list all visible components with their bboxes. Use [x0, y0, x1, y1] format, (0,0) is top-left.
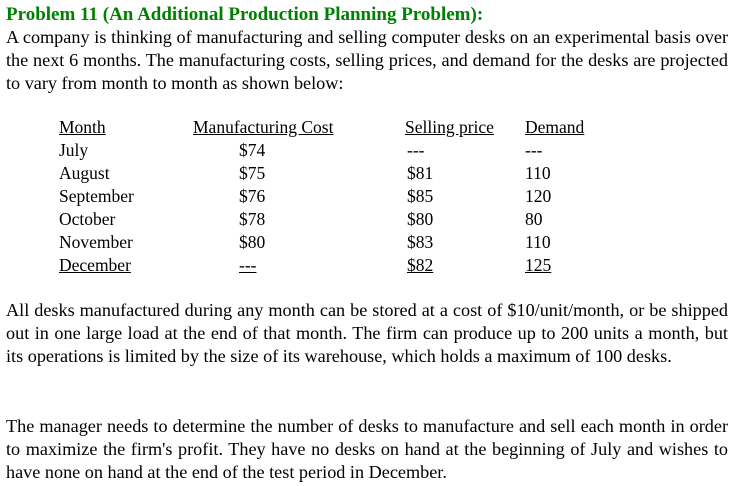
table-header-row	[59, 116, 615, 139]
table-row	[59, 185, 615, 208]
document-page	[6, 3, 728, 95]
table-row	[59, 231, 615, 254]
cell-price: $82	[407, 255, 434, 275]
storage-paragraph: All desks manufactured during any month can be stored at a cost of $10/unit/month, or be shipped out in one large load at the end of that month. The firm can produce up to 200 units a month, but its operations is limited by the size of its warehouse, which holds a maximum of 100 desks.	[6, 300, 728, 366]
cell-month: December	[59, 255, 131, 275]
cell-month: August	[59, 163, 110, 183]
cell-price: $80	[407, 209, 434, 229]
cell-price: $83	[407, 232, 434, 252]
cell-demand: 80	[525, 209, 543, 229]
cell-demand: 120	[525, 186, 552, 206]
cell-cost: $75	[239, 163, 266, 183]
cell-demand: 125	[525, 255, 552, 275]
table-row	[59, 139, 615, 162]
cell-price: ---	[407, 140, 425, 160]
cell-cost: $80	[239, 232, 266, 252]
cell-price: $85	[407, 186, 434, 206]
cell-month: November	[59, 232, 133, 252]
objective-paragraph: The manager needs to determine the number of desks to manufacture and sell each month in order to maximize the firm's profit. They have no desks on hand at the beginning of July and wishes to have none on hand at the end of the test period in December.	[6, 416, 728, 482]
cell-cost: $76	[239, 186, 266, 206]
table-row	[59, 162, 615, 185]
cell-cost: ---	[239, 255, 257, 275]
table-row	[59, 254, 615, 277]
cell-month: October	[59, 209, 116, 229]
cell-cost: $74	[239, 140, 266, 160]
cell-cost: $78	[239, 209, 266, 229]
problem-title: Problem 11 (An Additional Production Planning Problem):	[6, 4, 484, 25]
header-month: Month	[59, 117, 106, 137]
cell-demand: 110	[525, 232, 551, 252]
cell-month: September	[59, 186, 134, 206]
intro-paragraph: A company is thinking of manufacturing and selling computer desks on an experimental basis over the next 6 months. The manufacturing costs, selling prices, and demand for the desks are projected to vary from month to month as shown below:	[6, 27, 728, 93]
header-manufacturing-cost: Manufacturing Cost	[193, 117, 334, 137]
table-row	[59, 208, 615, 231]
cell-demand: 110	[525, 163, 551, 183]
month-data-table	[59, 116, 615, 277]
header-selling-price: Selling price	[405, 117, 494, 137]
cell-month: July	[59, 140, 89, 160]
cell-demand: ---	[525, 140, 543, 160]
cell-price: $81	[407, 163, 434, 183]
header-demand: Demand	[525, 117, 585, 137]
